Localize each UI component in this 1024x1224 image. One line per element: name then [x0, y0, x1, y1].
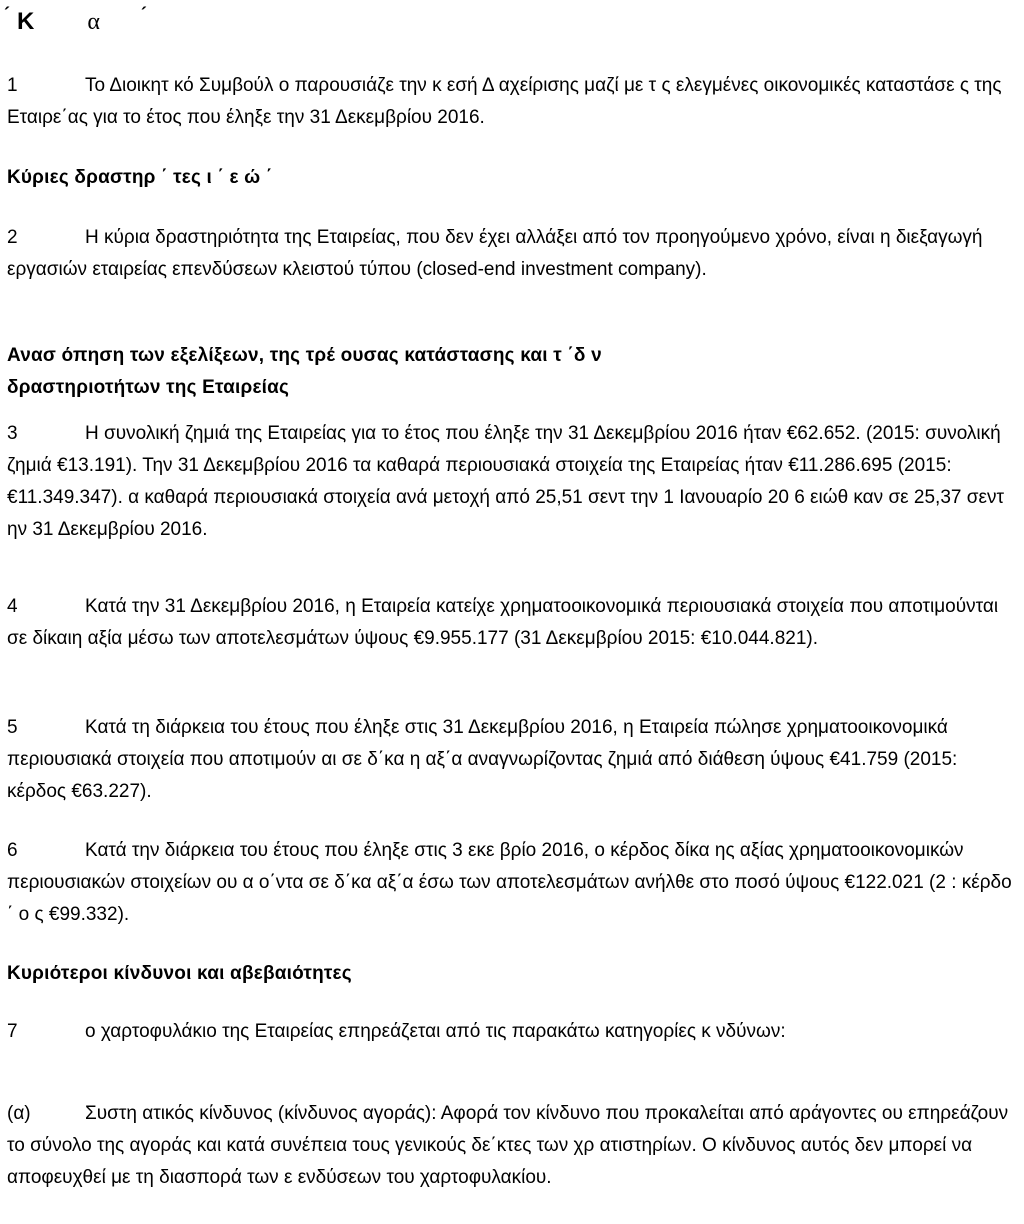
- page-header-mark: [4, 4, 148, 36]
- paragraph-text: Κατά την διάρκεια του έτους που έληξε στις 3 εκε βρίο 2016, ο κέρδος δίκα ης αξίας χρηματοοικονομικών περιουσιακών στοιχείων ου α ο΄ντα σε δ΄κα αξ΄α έσω των αποτελεσμάτων ανήλθε στο ποσό ύψους €122.021 (2 : κέρδο ΄ ο ς €99.332).: [7, 840, 1012, 925]
- risk-item-a: [7, 1098, 1019, 1194]
- heading-line-2: δραστηριοτήτων της Εταιρείας: [7, 377, 290, 398]
- paragraph-number: 1: [7, 75, 18, 96]
- paragraph-number: 2: [7, 227, 18, 248]
- item-text: Συστη ατικός κίνδυνος (κίνδυνος αγοράς): Αφορά τον κίνδυνο που προκαλείται από αράγοντες ου επηρεάζουν το σύνολο της αγοράς και κατά συνέπεια τους γενικούς δε΄κτες των χρ ατιστηρίων. Ο κίνδυνος αυτός δεν μπορεί να αποφευχθεί με τη διασπορά των ε ενδύσεων του χαρτοφυλακίου.: [7, 1103, 1009, 1188]
- paragraph-text: Η κύρια δραστηριότητα της Εταιρείας, που δεν έχει αλλάξει από τον προηγούμενο χρόνο, είναι η διεξαγωγή εργασιών εταιρείας επενδύσεων κλειστού τύπου (closed-end investment company).: [7, 227, 983, 280]
- paragraph-text: Το Διοικητ κό Συμβούλ ο παρουσιάζε την κ εσή Δ αχείρισης μαζί με τ ς ελεγμένες οικονομικές καταστάσε ς της Εταιρε΄ας για το έτος που έληξε την 31 Δεκεμβρίου 2016.: [7, 75, 1002, 128]
- paragraph-1: [7, 70, 1019, 134]
- paragraph-text: Η συνολική ζημιά της Εταιρείας για το έτος που έληξε την 31 Δεκεμβρίου 2016 ήταν €62.652. (2015: συνολική ζημιά €13.191). Την 31 Δεκεμβρίου 2016 τα καθαρά περιουσιακά στοιχεία της Εταιρείας ήταν €11.286.695 (2015: €11.349.347). α καθαρά περιουσιακά στοιχεία ανά μετοχή από 25,51 σεντ την 1 Ιανουαρίο 20 6 ειώθ καν σε 25,37 σεντ ην 31 Δεκεμβρίου 2016.: [7, 423, 1004, 540]
- paragraph-number: 5: [7, 717, 18, 738]
- section-heading-review: [7, 340, 1019, 404]
- paragraph-2: [7, 222, 1019, 286]
- paragraph-number: 7: [7, 1021, 18, 1042]
- paragraph-6: [7, 835, 1019, 931]
- header-glyph-2: α: [87, 9, 101, 35]
- heading-line-1: Ανασ όπηση των εξελίξεων, της τρέ ουσας κατάστασης και τ ΄δ ν: [7, 345, 602, 366]
- paragraph-4: [7, 591, 1019, 655]
- paragraph-3: [7, 418, 1019, 546]
- paragraph-number: 6: [7, 840, 18, 861]
- header-tick-left: ´: [4, 4, 11, 24]
- paragraph-7: [7, 1016, 1019, 1048]
- item-label: (α): [7, 1103, 31, 1124]
- header-tick-right: ´: [140, 4, 148, 24]
- paragraph-number: 4: [7, 596, 18, 617]
- paragraph-text: ο χαρτοφυλάκιο της Εταιρείας επηρεάζεται από τις παρακάτω κατηγορίες κ νδύνων:: [85, 1021, 786, 1042]
- paragraph-text: Κατά την 31 Δεκεμβρίου 2016, η Εταιρεία κατείχε χρηματοοικονομικά περιουσιακά στοιχεία που αποτιμούνται σε δίκαιη αξία μέσω των αποτελεσμάτων ύψους €9.955.177 (31 Δεκεμβρίου 2015: €10.044.821).: [7, 596, 999, 649]
- paragraph-number: 3: [7, 423, 18, 444]
- section-heading-activities: Κύριες δραστηρ ΄ τες ι ΄ ε ώ ΄: [7, 167, 273, 188]
- paragraph-5: [7, 712, 1019, 808]
- section-heading-risks: Κυριότεροι κίνδυνοι και αβεβαιότητες: [7, 963, 352, 984]
- header-glyph-1: Κ: [17, 8, 36, 35]
- paragraph-text: Κατά τη διάρκεια του έτους που έληξε στις 31 Δεκεμβρίου 2016, η Εταιρεία πώλησε χρηματοοικονομικά περιουσιακά στοιχεία που αποτιμούν αι σε δ΄κα η αξ΄α αναγνωρίζοντας ζημιά από διάθεση ύψους €41.759 (2015: κέρδος €63.227).: [7, 717, 958, 802]
